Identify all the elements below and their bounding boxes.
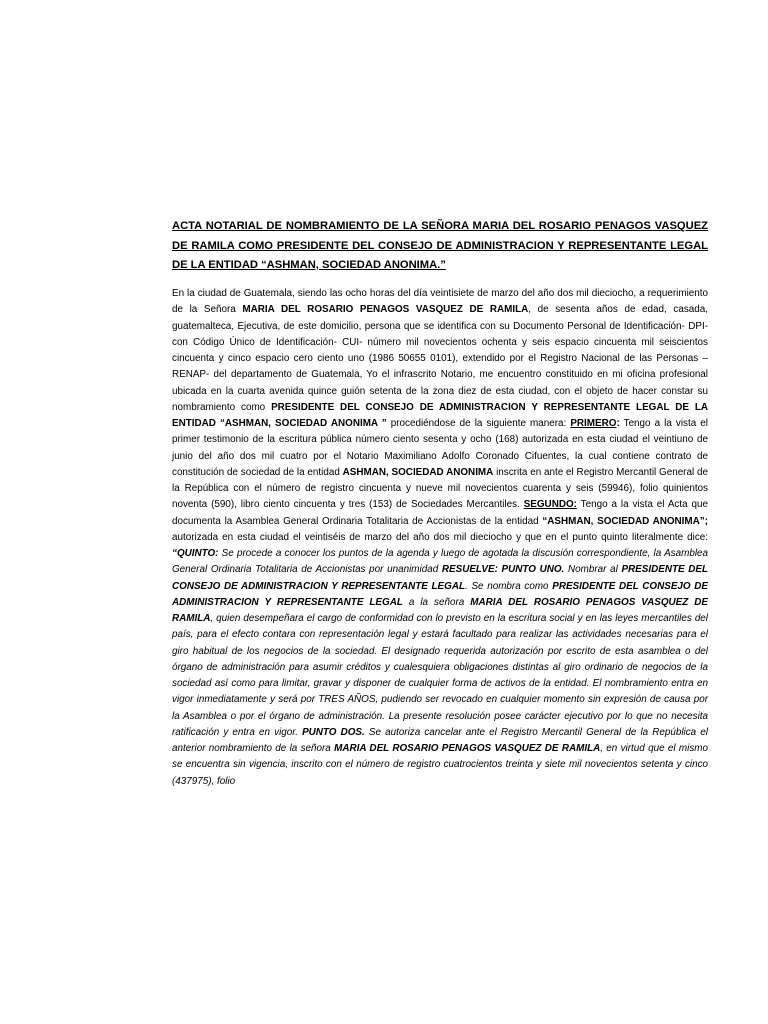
body-text: autorizada en esta ciudad el veintiséis de marzo del año dos mil dieciocho y que en el punto quinto literalmente dice: — [172, 531, 708, 543]
document-body — [172, 286, 708, 790]
quoted-text-bold: RESUELVE: PUNTO UNO. — [441, 564, 565, 576]
quoted-text: Se autoriza cancelar ante el Registro Mercantil General de la República el anterior nombramiento de la señora — [172, 726, 708, 754]
body-text: procediéndose de la siguiente manera: — [386, 418, 571, 429]
clause-heading-segundo: SEGUNDO: — [523, 499, 577, 511]
quoted-text: , quien desempeñara el cargo de conformidad con lo previsto en la escritura social y en las leyes mercantiles del país, para el efecto contara con representación legal y estará facultado para realizar las actividades necesarias para el giro habitual de los negocios de la sociedad. El designado requerida autorización por escrito de esta asamblea o del órgano de administración para asumir créditos y cualesquiera obligaciones distintas al giro ordinario de negocios de la sociedad así como para limitar, gravar y disponer de cualquier forma de activos de la entidad. El nombramiento entra en vigor inmediatamente y será por TRES AÑOS, pudiendo ser revocado en cualquier momento sin expresión de causa por la Asamblea o por el órgano de administración. La presente resolución posee carácter ejecutivo por lo que no necesita ratificación y entra en vigor. — [172, 613, 708, 738]
body-text: Tengo a la vista el primer testimonio de la escritura pública número ciento sesenta y ocho (168) autorizada en esta ciudad el veintiuno de junio del año dos mil cuatro por el Notario Maximiliano Adolfo Coronado Cifuentes, la cual contiene contrato de constitución de sociedad de la entidad — [172, 418, 708, 478]
body-text: inscrita en ante el Registro Mercantil General de la República con el número de registro cincuenta y nueve mil novecientos cuarenta y seis (59946), folio quinientos noventa (590), libro ciento cincuenta y tres (153) de Sociedades Mercantiles. — [172, 466, 708, 511]
body-text-bold: : — [616, 418, 620, 429]
quoted-clause-heading: “QUINTO: — [172, 548, 219, 559]
quoted-text: , en virtud que el mismo se encuentra sin vigencia, inscrito con el número de registro cuatrocientos treinta y siete mil novecientos setenta y cinco (437975), folio — [172, 743, 708, 787]
body-text-bold: MARIA DEL ROSARIO PENAGOS VASQUEZ DE RAMILA — [242, 304, 529, 316]
document-title: ACTA NOTARIAL DE NOMBRAMIENTO DE LA SEÑORA MARIA DEL ROSARIO PENAGOS VASQUEZ DE RAMILA COMO PRESIDENTE DEL CONSEJO DE ADMINISTRACION Y REPRESENTANTE LEGAL DE LA ENTIDAD “ASHMAN, SOCIEDAD ANONIMA.” — [172, 220, 708, 271]
quoted-text-bold: PRESIDENTE DEL CONSEJO DE ADMINISTRACION Y REPRESENTANTE LEGAL — [172, 580, 708, 608]
quoted-text: Se procede a conocer los puntos de la agenda y luego de agotada la discusión correspondiente, la Asamblea General Ordinaria Totalitaria de Accionistas por unanimidad — [172, 548, 708, 576]
body-text: Tengo a la vista el Acta que documenta la Asamblea General Ordinaria Totalitaria de Accionistas de la entidad — [172, 499, 708, 527]
body-text-bold: PRESIDENTE DEL CONSEJO DE ADMINISTRACION Y REPRESENTANTE LEGAL DE LA ENTIDAD “ASHMAN, SOCIEDAD ANONIMA ” — [172, 401, 708, 429]
body-text: , de sesenta años de edad, casada, guatemalteca, Ejecutiva, de este domicilio, persona que se identifica con su Documento Personal de Identificación- DPI- con Código Único de Identificación- CUI- número mil novecientos ochenta y seis espacio cincuenta mil seiscientos cincuenta y cinco espacio cero ciento uno (1986 50655 0101), extendido por el Registro Nacional de las Personas – RENAP- del departamento de Guatemala, Yo el infrascrito Notario, me encuentro constituido en mi oficina profesional ubicada en la cuarta avenida quince guión setenta de la zona diez de esta ciudad, con el objeto de hacer constar su nombramiento como — [172, 304, 708, 413]
quoted-text-bold: PRESIDENTE DEL CONSEJO DE ADMINISTRACION Y REPRESENTANTE LEGAL — [172, 564, 709, 592]
quoted-text: Nombrar al — [564, 564, 622, 576]
quoted-text-bold: MARIA DEL ROSARIO PENAGOS VASQUEZ DE RAMILA — [334, 743, 601, 754]
quoted-text: . Se nombra como — [465, 580, 553, 592]
quoted-text-bold: PUNTO DOS. — [302, 726, 365, 738]
quoted-text-bold: MARIA DEL ROSARIO PENAGOS VASQUEZ DE RAMILA — [172, 596, 708, 624]
clause-heading-primero: PRIMERO — [570, 418, 617, 429]
body-text-bold: ASHMAN, SOCIEDAD ANONIMA — [342, 466, 494, 478]
body-text-bold: “ASHMAN, SOCIEDAD ANONIMA”; — [542, 515, 709, 527]
quoted-text: a la señora — [402, 596, 471, 608]
body-text: En la ciudad de Guatemala, siendo las ocho horas del día veintisiete de marzo del año dos mil dieciocho, a requerimiento de la Señora — [172, 288, 708, 316]
